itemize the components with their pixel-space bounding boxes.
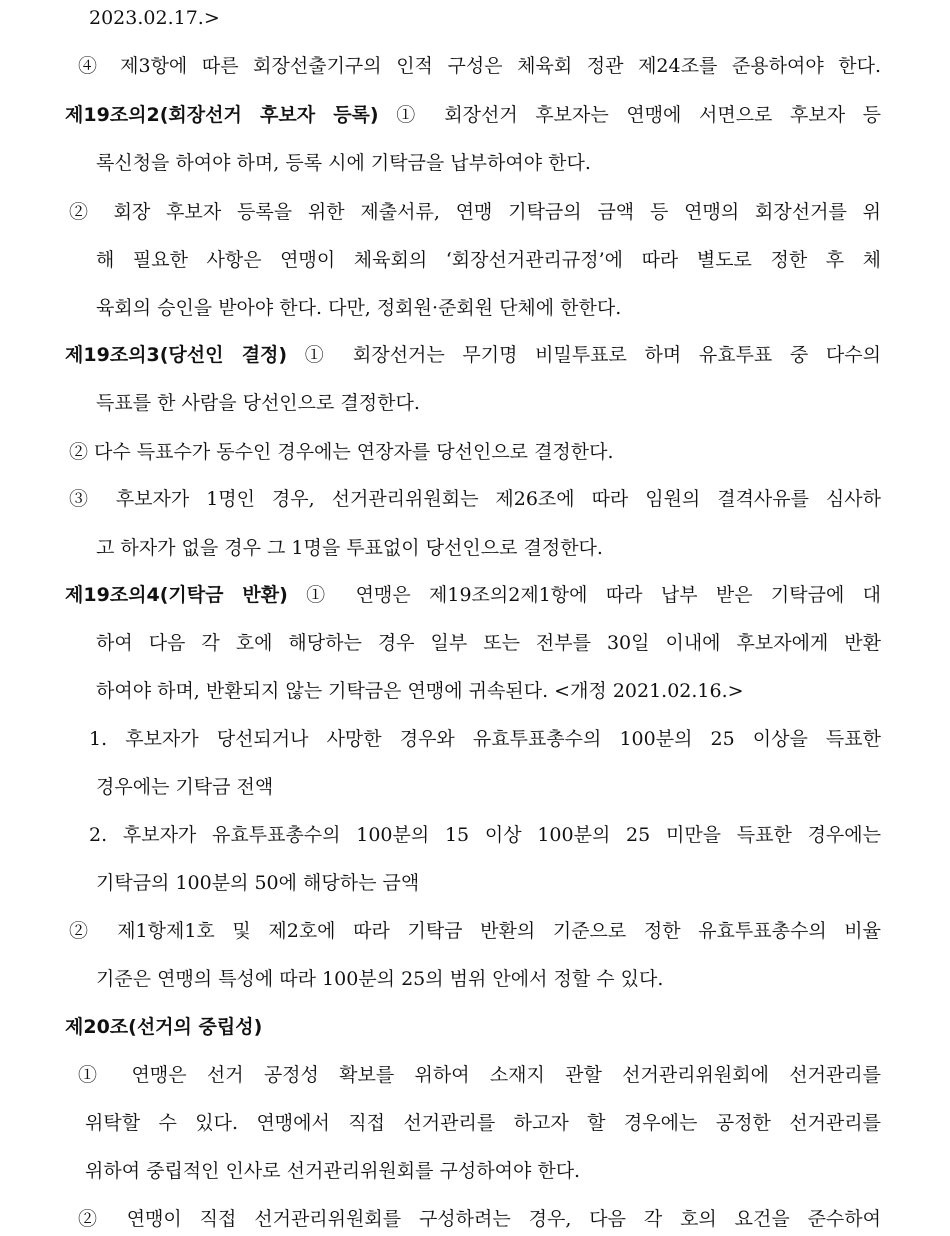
- article-19-3-text: ① 회장선거는 무기명 비밀투표로 하며 유효투표 중 다수의: [287, 344, 881, 366]
- article-20-para-1-cont-2: 위하여 중립적인 인사로 선거관리위원회를 구성하여야 한다.: [85, 1160, 581, 1182]
- para-19-4: ④ 제3항에 따른 회장선출기구의 인적 구성은 체육회 정관 제24조를 준용하여야 한다.: [78, 55, 881, 77]
- article-19-4-line: [65, 580, 881, 610]
- article-19-3-para-3: ③ 후보자가 1명인 경우, 선거관리위원회는 제26조에 따라 임원의 결격사유를 심사하: [69, 488, 881, 510]
- article-19-4-item-2: 2. 후보자가 유효투표총수의 100분의 15 이상 100분의 25 미만을 득표한 경우에는: [89, 824, 881, 846]
- article-19-4-cont-1: 하여 다음 각 호에 해당하는 경우 일부 또는 전부를 30일 이내에 후보자에게 반환: [96, 632, 881, 654]
- article-19-4-para-2: ② 제1항제1호 및 제2호에 따라 기탁금 반환의 기준으로 정한 유효투표총수의 비율: [69, 920, 881, 942]
- article-19-3-line: [65, 340, 881, 370]
- amendment-date-fragment: 2023.02.17.>: [89, 7, 220, 29]
- article-19-2-para-2: ② 회장 후보자 등록을 위한 제출서류, 연맹 기탁금의 금액 등 연맹의 회장선거를 위: [69, 201, 881, 223]
- article-19-2-para-2-cont-2: 육회의 승인을 받아야 한다. 다만, 정회원·준회원 단체에 한한다.: [96, 297, 622, 319]
- article-20-para-1: ① 연맹은 선거 공정성 확보를 위하여 소재지 관할 선거관리위원회에 선거관리를: [78, 1064, 881, 1086]
- article-19-4-item-2-cont: 기탁금의 100분의 50에 해당하는 금액: [96, 872, 420, 894]
- article-19-4-text: ① 연맹은 제19조의2제1항에 따라 납부 받은 기탁금에 대: [287, 584, 881, 606]
- article-19-2-text: ① 회장선거 후보자는 연맹에 서면으로 후보자 등: [378, 104, 881, 126]
- article-19-2-para-2-cont-1: 해 필요한 사항은 연맹이 체육회의 ‘회장선거관리규정’에 따라 별도로 정한 후 체: [96, 249, 881, 271]
- article-19-3-cont: 득표를 한 사람을 당선인으로 결정한다.: [96, 392, 420, 414]
- article-19-4-cont-2: 하여야 하며, 반환되지 않는 기탁금은 연맹에 귀속된다. <개정 2021.02.16.>: [96, 680, 744, 702]
- article-19-3-heading: 제19조의3(당선인 결정): [65, 344, 288, 366]
- article-19-3-para-2: ② 다수 득표수가 동수인 경우에는 연장자를 당선인으로 결정한다.: [69, 441, 614, 463]
- article-19-2-line: [65, 100, 881, 130]
- article-19-4-heading: 제19조의4(기탁금 반환): [65, 584, 288, 606]
- article-20-heading: 제20조(선거의 중립성): [65, 1016, 263, 1038]
- article-20-para-2: ② 연맹이 직접 선거관리위원회를 구성하려는 경우, 다음 각 호의 요건을 준수하여: [78, 1208, 881, 1230]
- article-19-4-item-1: 1. 후보자가 당선되거나 사망한 경우와 유효투표총수의 100분의 25 이상을 득표한: [89, 728, 881, 750]
- article-19-2-cont: 록신청을 하여야 하며, 등록 시에 기탁금을 납부하여야 한다.: [96, 152, 591, 174]
- article-19-4-para-2-cont: 기준은 연맹의 특성에 따라 100분의 25의 범위 안에서 정할 수 있다.: [96, 968, 664, 990]
- article-20-para-1-cont-1: 위탁할 수 있다. 연맹에서 직접 선거관리를 하고자 할 경우에는 공정한 선거관리를: [85, 1112, 881, 1134]
- article-19-2-heading: 제19조의2(회장선거 후보자 등록): [65, 104, 379, 126]
- article-19-3-para-3-cont: 고 하자가 없을 경우 그 1명을 투표없이 당선인으로 결정한다.: [96, 537, 603, 559]
- article-19-4-item-1-cont: 경우에는 기탁금 전액: [96, 776, 274, 798]
